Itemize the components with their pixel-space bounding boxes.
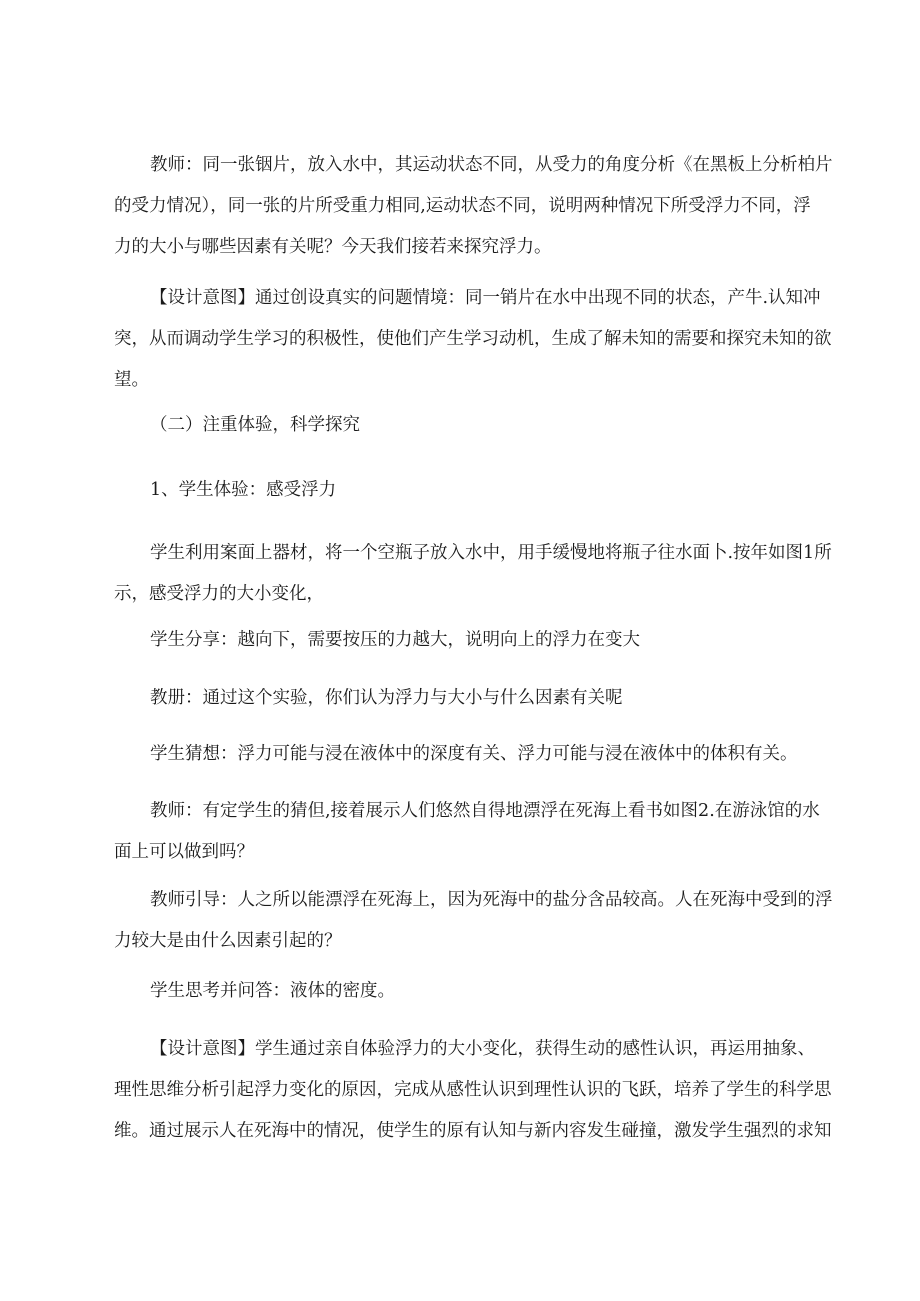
paragraph-student-experiment bbox=[114, 533, 832, 615]
text-line: 学生利用案面上器材，将一个空瓶子放入水中，用手缓慢地将瓶子往水面卜.按年如图1所 bbox=[150, 543, 832, 563]
text-line: 力较大是由什么因素引起的？ bbox=[114, 931, 342, 951]
paragraph-student-guess: 学生猜想：浮力可能与浸在液体中的深度有关、浮力可能与浸在液体中的体积有关。 bbox=[150, 744, 798, 764]
paragraph-student-answer: 学生思考并问答：液体的密度。 bbox=[150, 981, 395, 1001]
paragraph-design-intent-2 bbox=[114, 1029, 832, 1152]
text-line: 【设计意图】学生通过亲自体验浮力的大小变化，获得生动的感性认识，再运用抽象、 bbox=[150, 1039, 815, 1059]
text-line: 面上可以做到吗？ bbox=[114, 842, 254, 862]
paragraph-student-share: 学生分享：越向下，需要按压的力越大，说明向上的浮力在变大 bbox=[150, 630, 640, 650]
paragraph-teacher-question: 教册：通过这个实验，你们认为浮力与大小与什么因素有关呢 bbox=[150, 688, 623, 708]
paragraph-teacher-guide bbox=[114, 880, 833, 962]
text-line: 教师：同一张铟片，放入水中，其运动状态不同，从受力的角度分析《在黑板上分析柏片 bbox=[150, 155, 833, 175]
paragraph-teacher-dead-sea bbox=[114, 791, 820, 873]
paragraph-design-intent-1 bbox=[114, 278, 832, 401]
subsection-heading: 1、学生体验：感受浮力 bbox=[150, 480, 337, 500]
text-line: 力的大小与哪些因素有关呢？今天我们接若来探究浮力。 bbox=[114, 237, 552, 257]
text-line: 维。通过展示人在死海中的情况，使学生的原有认知与新内容发生碰撞，激发学生强烈的求知 bbox=[114, 1121, 832, 1141]
text-line: 理性思维分析引起浮力变化的原因，完成从感性认识到理性认识的飞跃，培养了学生的科学思 bbox=[114, 1080, 832, 1100]
text-line: 望。 bbox=[114, 370, 149, 390]
text-line: 【设计意图】通过创设真实的问题情境：同一销片在水中出现不同的状态，产牛.认知冲 bbox=[150, 288, 821, 308]
text-line: 教师引导：人之所以能漂浮在死海上，因为死海中的盐分含品较高。人在死海中受到的浮 bbox=[150, 890, 833, 910]
text-line: 的受力情况），同一张的片所受重力相同,运动状态不同，说明两种情况下所受浮力不同，浮 bbox=[114, 196, 811, 216]
paragraph-teacher-intro bbox=[114, 145, 833, 268]
text-line: 示，感受浮力的大小变化， bbox=[114, 584, 324, 604]
text-line: 教师：有定学生的猜但,接着展示人们悠然自得地漂浮在死海上看书如图2.在游泳馆的水 bbox=[150, 801, 820, 821]
section-heading: （二）注重体验，科学探究 bbox=[150, 415, 360, 435]
text-line: 突，从而调动学生学习的积极性，使他们产生学习动机，生成了解未知的需要和探究未知的欲 bbox=[114, 329, 832, 349]
